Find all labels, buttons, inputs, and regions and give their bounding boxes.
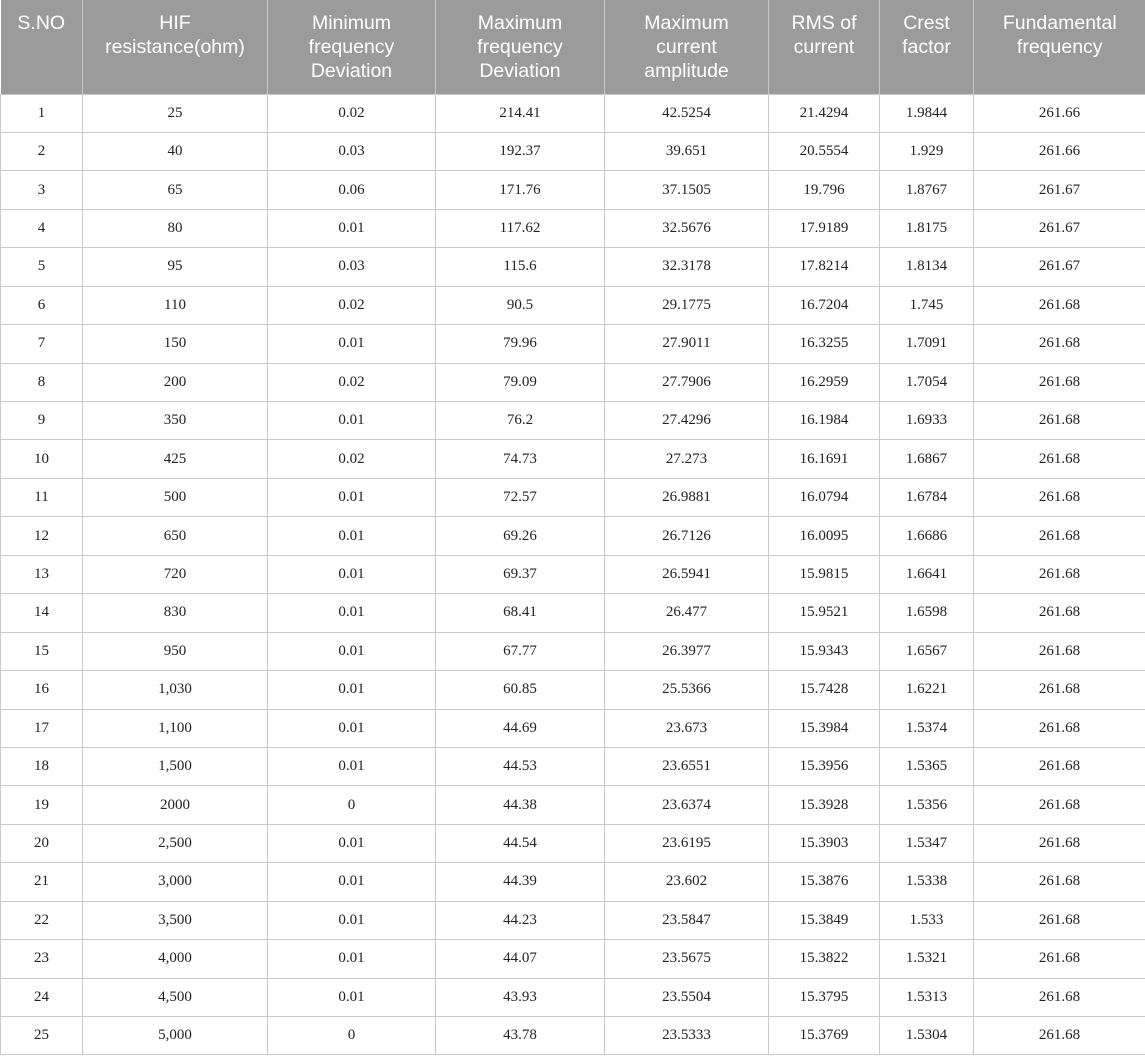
cell-fundamental-frequency: 261.68 bbox=[974, 478, 1145, 516]
cell-crest-factor: 1.929 bbox=[880, 132, 974, 170]
cell-minimum-frequency-deviation: 0.01 bbox=[268, 863, 436, 901]
cell-minimum-frequency-deviation: 0.03 bbox=[268, 248, 436, 286]
cell-fundamental-frequency: 261.68 bbox=[974, 632, 1145, 670]
table-row bbox=[1, 747, 1145, 785]
cell-minimum-frequency-deviation: 0.02 bbox=[268, 286, 436, 324]
cell-minimum-frequency-deviation: 0.02 bbox=[268, 94, 436, 132]
header-row bbox=[1, 0, 1145, 94]
cell-serial-number: 9 bbox=[1, 402, 83, 440]
cell-serial-number: 21 bbox=[1, 863, 83, 901]
cell-rms-of-current: 16.7204 bbox=[769, 286, 880, 324]
header-minimum-frequency-deviation bbox=[268, 0, 436, 94]
cell-maximum-current-amplitude: 26.5941 bbox=[605, 555, 769, 593]
cell-crest-factor: 1.8767 bbox=[880, 171, 974, 209]
cell-rms-of-current: 17.8214 bbox=[769, 248, 880, 286]
cell-maximum-current-amplitude: 23.602 bbox=[605, 863, 769, 901]
cell-serial-number: 24 bbox=[1, 978, 83, 1016]
header-line: Crest bbox=[903, 12, 950, 34]
cell-hif-resistance: 425 bbox=[83, 440, 268, 478]
cell-hif-resistance: 200 bbox=[83, 363, 268, 401]
cell-minimum-frequency-deviation: 0.01 bbox=[268, 594, 436, 632]
cell-crest-factor: 1.7091 bbox=[880, 325, 974, 363]
cell-hif-resistance: 830 bbox=[83, 594, 268, 632]
cell-serial-number: 1 bbox=[1, 94, 83, 132]
cell-rms-of-current: 21.4294 bbox=[769, 94, 880, 132]
cell-serial-number: 20 bbox=[1, 824, 83, 862]
header-line: frequency bbox=[1016, 36, 1103, 58]
cell-minimum-frequency-deviation: 0.01 bbox=[268, 632, 436, 670]
cell-rms-of-current: 20.5554 bbox=[769, 132, 880, 170]
cell-maximum-frequency-deviation: 69.37 bbox=[436, 555, 605, 593]
cell-minimum-frequency-deviation: 0.01 bbox=[268, 517, 436, 555]
header-line: amplitude bbox=[644, 60, 729, 82]
table-row bbox=[1, 94, 1145, 132]
cell-fundamental-frequency: 261.68 bbox=[974, 594, 1145, 632]
header-line: frequency bbox=[308, 36, 395, 58]
header-line: current bbox=[656, 36, 717, 58]
cell-rms-of-current: 15.3984 bbox=[769, 709, 880, 747]
cell-maximum-frequency-deviation: 44.07 bbox=[436, 940, 605, 978]
cell-fundamental-frequency: 261.67 bbox=[974, 171, 1145, 209]
cell-fundamental-frequency: 261.68 bbox=[974, 824, 1145, 862]
cell-rms-of-current: 15.3928 bbox=[769, 786, 880, 824]
header-line: S.NO bbox=[17, 12, 66, 34]
table-row bbox=[1, 209, 1145, 247]
cell-serial-number: 5 bbox=[1, 248, 83, 286]
cell-rms-of-current: 15.7428 bbox=[769, 671, 880, 709]
cell-hif-resistance: 350 bbox=[83, 402, 268, 440]
cell-hif-resistance: 950 bbox=[83, 632, 268, 670]
table-body bbox=[1, 94, 1145, 1055]
cell-maximum-current-amplitude: 26.477 bbox=[605, 594, 769, 632]
cell-serial-number: 14 bbox=[1, 594, 83, 632]
table-row bbox=[1, 1017, 1145, 1055]
cell-rms-of-current: 15.3956 bbox=[769, 747, 880, 785]
cell-maximum-current-amplitude: 23.5504 bbox=[605, 978, 769, 1016]
header-maximum-current-amplitude bbox=[605, 0, 769, 94]
cell-minimum-frequency-deviation: 0.01 bbox=[268, 901, 436, 939]
cell-crest-factor: 1.6933 bbox=[880, 402, 974, 440]
cell-hif-resistance: 2,500 bbox=[83, 824, 268, 862]
cell-maximum-current-amplitude: 27.7906 bbox=[605, 363, 769, 401]
table-row bbox=[1, 786, 1145, 824]
cell-rms-of-current: 15.9521 bbox=[769, 594, 880, 632]
cell-serial-number: 3 bbox=[1, 171, 83, 209]
cell-fundamental-frequency: 261.68 bbox=[974, 863, 1145, 901]
cell-serial-number: 7 bbox=[1, 325, 83, 363]
cell-fundamental-frequency: 261.66 bbox=[974, 94, 1145, 132]
cell-maximum-current-amplitude: 25.5366 bbox=[605, 671, 769, 709]
cell-maximum-current-amplitude: 32.5676 bbox=[605, 209, 769, 247]
cell-serial-number: 12 bbox=[1, 517, 83, 555]
cell-maximum-current-amplitude: 39.651 bbox=[605, 132, 769, 170]
cell-crest-factor: 1.6784 bbox=[880, 478, 974, 516]
cell-minimum-frequency-deviation: 0.01 bbox=[268, 402, 436, 440]
cell-crest-factor: 1.9844 bbox=[880, 94, 974, 132]
cell-fundamental-frequency: 261.67 bbox=[974, 209, 1145, 247]
cell-fundamental-frequency: 261.68 bbox=[974, 709, 1145, 747]
cell-serial-number: 8 bbox=[1, 363, 83, 401]
table-row bbox=[1, 325, 1145, 363]
cell-fundamental-frequency: 261.68 bbox=[974, 555, 1145, 593]
cell-crest-factor: 1.6567 bbox=[880, 632, 974, 670]
header-serial-number bbox=[1, 0, 83, 94]
cell-maximum-current-amplitude: 23.6195 bbox=[605, 824, 769, 862]
cell-maximum-frequency-deviation: 67.77 bbox=[436, 632, 605, 670]
cell-rms-of-current: 15.3849 bbox=[769, 901, 880, 939]
table-row bbox=[1, 132, 1145, 170]
cell-maximum-current-amplitude: 23.6374 bbox=[605, 786, 769, 824]
cell-hif-resistance: 5,000 bbox=[83, 1017, 268, 1055]
cell-crest-factor: 1.6686 bbox=[880, 517, 974, 555]
cell-maximum-current-amplitude: 23.5847 bbox=[605, 901, 769, 939]
cell-rms-of-current: 15.3769 bbox=[769, 1017, 880, 1055]
cell-maximum-current-amplitude: 26.3977 bbox=[605, 632, 769, 670]
header-line: Maximum bbox=[477, 12, 563, 34]
cell-fundamental-frequency: 261.67 bbox=[974, 248, 1145, 286]
cell-maximum-frequency-deviation: 44.54 bbox=[436, 824, 605, 862]
cell-fundamental-frequency: 261.68 bbox=[974, 786, 1145, 824]
cell-maximum-current-amplitude: 26.7126 bbox=[605, 517, 769, 555]
cell-maximum-frequency-deviation: 192.37 bbox=[436, 132, 605, 170]
cell-maximum-frequency-deviation: 72.57 bbox=[436, 478, 605, 516]
cell-minimum-frequency-deviation: 0.01 bbox=[268, 555, 436, 593]
cell-fundamental-frequency: 261.68 bbox=[974, 363, 1145, 401]
cell-crest-factor: 1.533 bbox=[880, 901, 974, 939]
cell-crest-factor: 1.5365 bbox=[880, 747, 974, 785]
cell-minimum-frequency-deviation: 0.01 bbox=[268, 325, 436, 363]
cell-minimum-frequency-deviation: 0.02 bbox=[268, 363, 436, 401]
cell-maximum-frequency-deviation: 171.76 bbox=[436, 171, 605, 209]
cell-maximum-current-amplitude: 23.6551 bbox=[605, 747, 769, 785]
cell-crest-factor: 1.8134 bbox=[880, 248, 974, 286]
cell-maximum-current-amplitude: 23.5675 bbox=[605, 940, 769, 978]
cell-hif-resistance: 40 bbox=[83, 132, 268, 170]
table-row bbox=[1, 286, 1145, 324]
cell-serial-number: 11 bbox=[1, 478, 83, 516]
cell-maximum-frequency-deviation: 44.38 bbox=[436, 786, 605, 824]
cell-serial-number: 23 bbox=[1, 940, 83, 978]
cell-rms-of-current: 16.0095 bbox=[769, 517, 880, 555]
header-line: Maximum bbox=[644, 12, 729, 34]
header-maximum-frequency-deviation bbox=[436, 0, 605, 94]
cell-rms-of-current: 17.9189 bbox=[769, 209, 880, 247]
table-row bbox=[1, 171, 1145, 209]
table-row bbox=[1, 632, 1145, 670]
cell-fundamental-frequency: 261.68 bbox=[974, 978, 1145, 1016]
cell-crest-factor: 1.8175 bbox=[880, 209, 974, 247]
cell-serial-number: 4 bbox=[1, 209, 83, 247]
cell-crest-factor: 1.5338 bbox=[880, 863, 974, 901]
cell-rms-of-current: 15.3903 bbox=[769, 824, 880, 862]
cell-maximum-frequency-deviation: 76.2 bbox=[436, 402, 605, 440]
cell-crest-factor: 1.5347 bbox=[880, 824, 974, 862]
cell-maximum-frequency-deviation: 43.78 bbox=[436, 1017, 605, 1055]
cell-minimum-frequency-deviation: 0.01 bbox=[268, 478, 436, 516]
cell-fundamental-frequency: 261.66 bbox=[974, 132, 1145, 170]
header-fundamental-frequency bbox=[974, 0, 1145, 94]
cell-rms-of-current: 15.9343 bbox=[769, 632, 880, 670]
cell-hif-resistance: 150 bbox=[83, 325, 268, 363]
cell-minimum-frequency-deviation: 0.02 bbox=[268, 440, 436, 478]
cell-crest-factor: 1.5304 bbox=[880, 1017, 974, 1055]
cell-serial-number: 16 bbox=[1, 671, 83, 709]
cell-maximum-current-amplitude: 27.9011 bbox=[605, 325, 769, 363]
table-row bbox=[1, 478, 1145, 516]
cell-crest-factor: 1.5356 bbox=[880, 786, 974, 824]
cell-hif-resistance: 650 bbox=[83, 517, 268, 555]
cell-fundamental-frequency: 261.68 bbox=[974, 1017, 1145, 1055]
cell-minimum-frequency-deviation: 0.01 bbox=[268, 209, 436, 247]
cell-maximum-frequency-deviation: 79.09 bbox=[436, 363, 605, 401]
cell-serial-number: 19 bbox=[1, 786, 83, 824]
cell-serial-number: 15 bbox=[1, 632, 83, 670]
cell-serial-number: 25 bbox=[1, 1017, 83, 1055]
cell-hif-resistance: 110 bbox=[83, 286, 268, 324]
cell-crest-factor: 1.7054 bbox=[880, 363, 974, 401]
cell-maximum-frequency-deviation: 43.93 bbox=[436, 978, 605, 1016]
cell-minimum-frequency-deviation: 0 bbox=[268, 786, 436, 824]
cell-fundamental-frequency: 261.68 bbox=[974, 402, 1145, 440]
cell-hif-resistance: 2000 bbox=[83, 786, 268, 824]
cell-fundamental-frequency: 261.68 bbox=[974, 286, 1145, 324]
header-line: Minimum bbox=[311, 12, 392, 34]
table-row bbox=[1, 594, 1145, 632]
cell-serial-number: 10 bbox=[1, 440, 83, 478]
cell-maximum-current-amplitude: 23.5333 bbox=[605, 1017, 769, 1055]
cell-hif-resistance: 720 bbox=[83, 555, 268, 593]
header-line: frequency bbox=[477, 36, 563, 58]
table-row bbox=[1, 402, 1145, 440]
cell-rms-of-current: 19.796 bbox=[769, 171, 880, 209]
cell-rms-of-current: 16.1984 bbox=[769, 402, 880, 440]
cell-fundamental-frequency: 261.68 bbox=[974, 747, 1145, 785]
cell-hif-resistance: 3,500 bbox=[83, 901, 268, 939]
cell-rms-of-current: 15.3822 bbox=[769, 940, 880, 978]
cell-maximum-current-amplitude: 37.1505 bbox=[605, 171, 769, 209]
cell-maximum-current-amplitude: 26.9881 bbox=[605, 478, 769, 516]
cell-crest-factor: 1.6221 bbox=[880, 671, 974, 709]
cell-maximum-frequency-deviation: 44.39 bbox=[436, 863, 605, 901]
header-crest-factor bbox=[880, 0, 974, 94]
cell-serial-number: 17 bbox=[1, 709, 83, 747]
header-line: Deviation bbox=[310, 60, 393, 82]
cell-maximum-current-amplitude: 27.273 bbox=[605, 440, 769, 478]
cell-maximum-frequency-deviation: 60.85 bbox=[436, 671, 605, 709]
cell-crest-factor: 1.745 bbox=[880, 286, 974, 324]
table-row bbox=[1, 555, 1145, 593]
header-line: Fundamental bbox=[1002, 12, 1117, 34]
cell-hif-resistance: 1,030 bbox=[83, 671, 268, 709]
cell-hif-resistance: 1,100 bbox=[83, 709, 268, 747]
table-row bbox=[1, 363, 1145, 401]
cell-minimum-frequency-deviation: 0 bbox=[268, 1017, 436, 1055]
table-row bbox=[1, 824, 1145, 862]
cell-maximum-current-amplitude: 42.5254 bbox=[605, 94, 769, 132]
cell-minimum-frequency-deviation: 0.03 bbox=[268, 132, 436, 170]
cell-hif-resistance: 25 bbox=[83, 94, 268, 132]
cell-minimum-frequency-deviation: 0.01 bbox=[268, 747, 436, 785]
cell-minimum-frequency-deviation: 0.06 bbox=[268, 171, 436, 209]
table-row bbox=[1, 901, 1145, 939]
header-line: resistance(ohm) bbox=[105, 36, 245, 58]
cell-crest-factor: 1.5374 bbox=[880, 709, 974, 747]
cell-crest-factor: 1.5321 bbox=[880, 940, 974, 978]
header-line: RMS of bbox=[791, 12, 857, 34]
cell-maximum-frequency-deviation: 117.62 bbox=[436, 209, 605, 247]
cell-maximum-frequency-deviation: 115.6 bbox=[436, 248, 605, 286]
cell-maximum-frequency-deviation: 44.53 bbox=[436, 747, 605, 785]
cell-rms-of-current: 15.3795 bbox=[769, 978, 880, 1016]
cell-serial-number: 2 bbox=[1, 132, 83, 170]
table-row bbox=[1, 517, 1145, 555]
cell-hif-resistance: 4,500 bbox=[83, 978, 268, 1016]
table-row bbox=[1, 863, 1145, 901]
cell-crest-factor: 1.5313 bbox=[880, 978, 974, 1016]
cell-serial-number: 6 bbox=[1, 286, 83, 324]
cell-maximum-frequency-deviation: 79.96 bbox=[436, 325, 605, 363]
cell-minimum-frequency-deviation: 0.01 bbox=[268, 709, 436, 747]
cell-crest-factor: 1.6598 bbox=[880, 594, 974, 632]
cell-maximum-current-amplitude: 32.3178 bbox=[605, 248, 769, 286]
table-row bbox=[1, 440, 1145, 478]
cell-rms-of-current: 16.1691 bbox=[769, 440, 880, 478]
cell-maximum-frequency-deviation: 90.5 bbox=[436, 286, 605, 324]
cell-crest-factor: 1.6867 bbox=[880, 440, 974, 478]
cell-fundamental-frequency: 261.68 bbox=[974, 671, 1145, 709]
cell-hif-resistance: 80 bbox=[83, 209, 268, 247]
table-row bbox=[1, 940, 1145, 978]
table-header bbox=[1, 0, 1145, 94]
cell-fundamental-frequency: 261.68 bbox=[974, 940, 1145, 978]
cell-maximum-frequency-deviation: 68.41 bbox=[436, 594, 605, 632]
cell-serial-number: 13 bbox=[1, 555, 83, 593]
cell-hif-resistance: 1,500 bbox=[83, 747, 268, 785]
cell-fundamental-frequency: 261.68 bbox=[974, 325, 1145, 363]
cell-rms-of-current: 15.9815 bbox=[769, 555, 880, 593]
table-row bbox=[1, 709, 1145, 747]
cell-minimum-frequency-deviation: 0.01 bbox=[268, 671, 436, 709]
cell-fundamental-frequency: 261.68 bbox=[974, 901, 1145, 939]
cell-serial-number: 22 bbox=[1, 901, 83, 939]
cell-rms-of-current: 16.2959 bbox=[769, 363, 880, 401]
cell-serial-number: 18 bbox=[1, 747, 83, 785]
cell-minimum-frequency-deviation: 0.01 bbox=[268, 940, 436, 978]
cell-minimum-frequency-deviation: 0.01 bbox=[268, 978, 436, 1016]
header-hif-resistance bbox=[83, 0, 268, 94]
cell-hif-resistance: 65 bbox=[83, 171, 268, 209]
cell-rms-of-current: 16.0794 bbox=[769, 478, 880, 516]
table-row bbox=[1, 978, 1145, 1016]
cell-maximum-frequency-deviation: 74.73 bbox=[436, 440, 605, 478]
table-row bbox=[1, 671, 1145, 709]
cell-maximum-frequency-deviation: 214.41 bbox=[436, 94, 605, 132]
header-line: current bbox=[793, 36, 855, 58]
cell-hif-resistance: 95 bbox=[83, 248, 268, 286]
cell-maximum-frequency-deviation: 44.69 bbox=[436, 709, 605, 747]
cell-rms-of-current: 15.3876 bbox=[769, 863, 880, 901]
cell-hif-resistance: 3,000 bbox=[83, 863, 268, 901]
cell-maximum-frequency-deviation: 69.26 bbox=[436, 517, 605, 555]
cell-maximum-current-amplitude: 29.1775 bbox=[605, 286, 769, 324]
header-rms-of-current bbox=[769, 0, 880, 94]
cell-maximum-current-amplitude: 23.673 bbox=[605, 709, 769, 747]
header-line: Deviation bbox=[479, 60, 561, 82]
cell-hif-resistance: 4,000 bbox=[83, 940, 268, 978]
table-row bbox=[1, 248, 1145, 286]
cell-maximum-current-amplitude: 27.4296 bbox=[605, 402, 769, 440]
cell-maximum-frequency-deviation: 44.23 bbox=[436, 901, 605, 939]
cell-rms-of-current: 16.3255 bbox=[769, 325, 880, 363]
header-line: factor bbox=[902, 36, 951, 58]
cell-minimum-frequency-deviation: 0.01 bbox=[268, 824, 436, 862]
cell-hif-resistance: 500 bbox=[83, 478, 268, 516]
cell-crest-factor: 1.6641 bbox=[880, 555, 974, 593]
header-line: HIF bbox=[159, 12, 191, 34]
cell-fundamental-frequency: 261.68 bbox=[974, 517, 1145, 555]
cell-fundamental-frequency: 261.68 bbox=[974, 440, 1145, 478]
